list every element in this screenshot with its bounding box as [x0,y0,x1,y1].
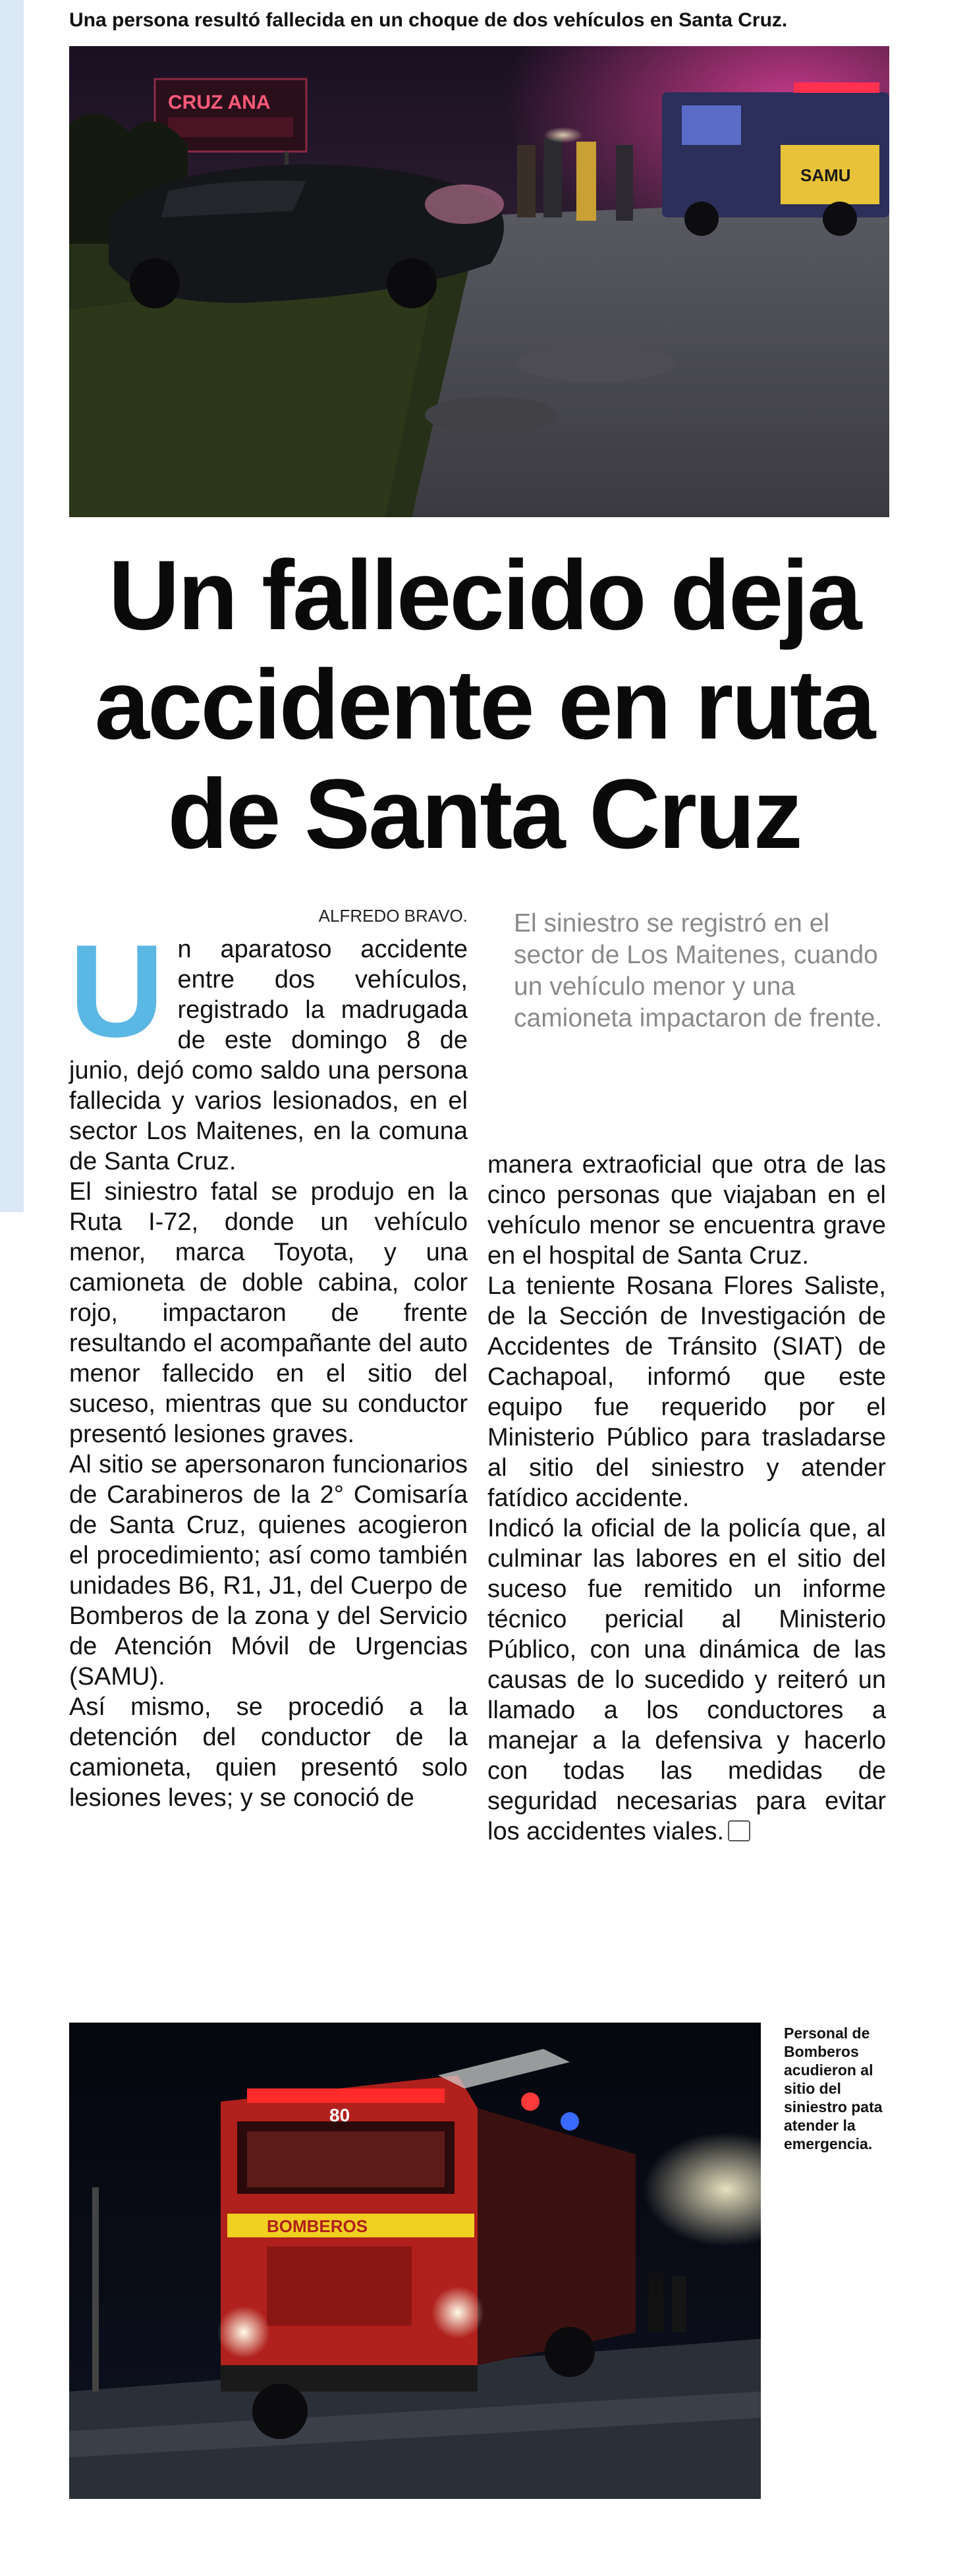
article-column-1 [69,918,468,1813]
headline [40,540,929,868]
page-margin-strip [0,0,24,1212]
byline: ALFREDO BRAVO. [318,906,468,926]
body-paragraph-text: Indicó la oficial de la policía que, al culminar las labores en el sitio del suceso fue remitido un informe técnico pericial al Ministerio Público, con una dinámica de las causas de lo sucedido y reiteró un llamado a los conductores a manejar a la defensiva y hacerlo con todas las medidas de seguridad necesarias para evitar los accidentes viales. [487,1515,886,1845]
end-of-article-icon [728,1820,750,1841]
body-paragraph: n aparatoso accidente entre dos vehículos, registrado la madrugada de este domingo 8 de junio, dejó como saldo una persona fallecida y varios lesionados, en el sector Los Maitenes, en la comuna de Santa Cruz. [69,936,468,1175]
body-paragraph: Así mismo, se procedió a la detención del conductor de la camioneta, quien presentó solo lesiones leves; y se conoció de [69,1693,468,1812]
truck-number: 80 [329,2105,350,2125]
store-sign-text: CRUZ ANA [168,92,271,113]
body-paragraph: Al sitio se apersonaron funcionarios de Carabineros de la 2° Comisaría de Santa Cruz, quienes acogieron el procedimiento; así como también unidades B6, R1, J1, del Cuerpo de Bomberos de la zona y del Servicio de Atención Móvil de Urgencias (SAMU). [69,1451,468,1691]
body-paragraph-last [487,1513,886,1847]
body-paragraph: manera extraoficial que otra de las cinco personas que viajaban en el vehículo menor se encuentra grave en el hospital de Santa Cruz. [487,1151,886,1270]
truck-label: BOMBEROS [267,2216,368,2236]
dropcap: U [69,918,165,1065]
headline-line-3: de Santa Cruz [167,758,801,869]
article-column-2 [487,1150,886,1847]
fire-truck-image [69,2023,761,2499]
lead-paragraph: El siniestro se registró en el sector de Los Maitenes, cuando un vehículo menor y una camioneta impactaron de frente. [514,909,883,1032]
fire-truck-photo-caption: Personal de Bomberos acudieron al sitio del siniestro pata atender la emergencia. [784,2025,883,2152]
body-paragraph: El siniestro fatal se produjo en la Ruta I-72, donde un vehículo menor, marca Toyota, y una camioneta de doble cabina, color rojo, impactaron de frente resultando el acompañante del auto menor fallecido en el sitio del suceso, mientras que su conductor presentó lesiones graves. [69,1178,468,1448]
body-paragraph: La teniente Rosana Flores Saliste, de la Sección de Investigación de Accidentes de Tránsito (SIAT) de Cachapoal, informó que este equipo fue requerido por el Ministerio Público para trasladarse al sitio del siniestro y atender fatídico accidente. [487,1272,886,1512]
headline-line-1: Un fallecido deja [108,540,860,650]
fire-truck-photo [69,2023,761,2499]
top-photo-caption: Una persona resultó fallecida en un choque de dos vehículos en Santa Cruz. [69,9,788,31]
ambulance-label: SAMU [800,165,851,185]
accident-scene-photo [69,46,889,517]
accident-scene-image [69,46,889,517]
headline-line-2: accidente en ruta [94,649,874,760]
